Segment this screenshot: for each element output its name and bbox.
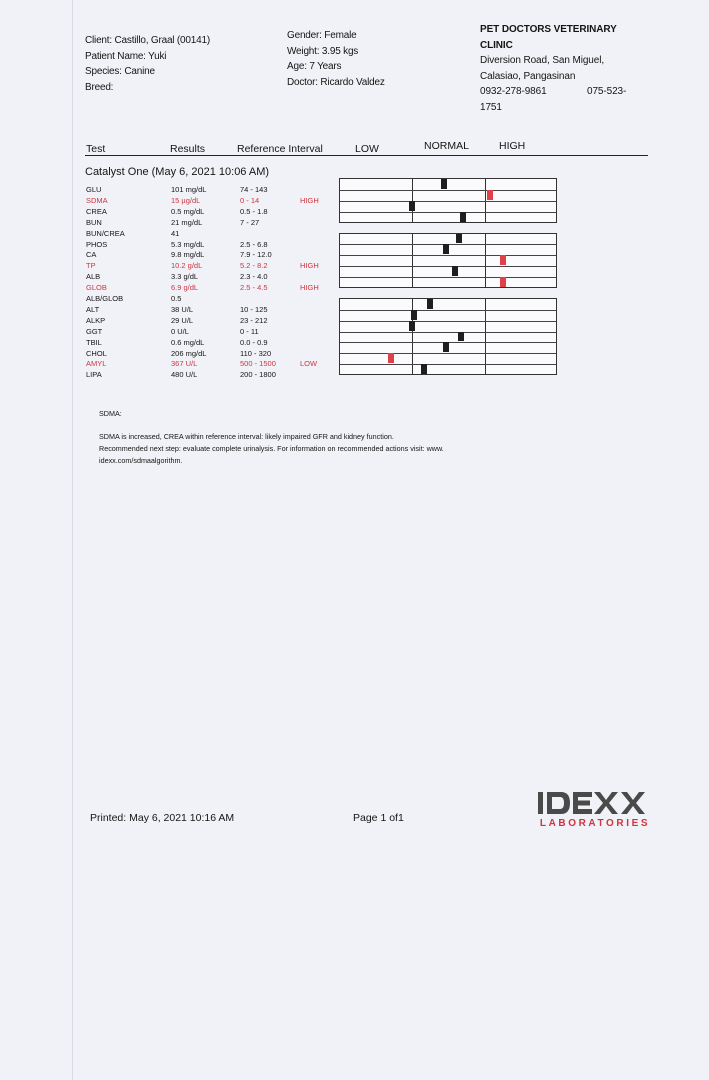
result-flag: HIGH [300,283,319,293]
test-name: CA [86,250,97,260]
result-marker [409,201,415,211]
result-marker [388,353,394,363]
grid-divider [412,234,413,288]
clinic-name-line1: PET DOCTORS VETERINARY [480,24,617,35]
page-number: Page 1 of1 [353,812,404,824]
grid-row-line [340,266,556,267]
test-result: 10.2 g/dL [171,261,203,271]
reference-range: 2.5 - 4.5 [240,283,268,293]
grid-row-line [340,321,556,322]
clinic-info [480,22,650,115]
test-name: AMYL [86,359,107,369]
test-name: TP [86,261,96,271]
col-low: LOW [355,143,379,155]
note-line2: Recommended next step: evaluate complete urinalysis. For information on recommended actions visit: www. [99,444,444,453]
test-name: BUN/CREA [86,228,125,238]
reference-range: 7 - 27 [240,217,260,227]
test-name: ALKP [86,315,106,325]
test-name: BUN [86,217,102,227]
note-line3: idexx.com/sdmaalgorithm. [99,456,183,465]
idexx-logo [536,790,654,816]
test-name: SDMA [86,195,108,205]
test-result: 0.5 mg/dL [171,206,205,216]
test-result: 0.5 [171,294,182,303]
test-result: 0 U/L [171,326,189,336]
breed: Breed: [85,81,114,93]
test-result: 480 U/L [171,370,198,380]
test-result: 29 U/L [171,315,194,325]
reference-range: 0.5 - 1.8 [240,206,268,216]
grid-row-line [340,255,556,256]
test-name: CHOL [86,348,107,358]
test-result: 6.9 g/dL [171,283,199,293]
reference-range: 74 - 143 [240,185,268,194]
reference-grid [339,233,557,289]
patient-details [287,28,385,90]
col-test: Test [86,143,106,155]
result-marker [500,277,506,287]
clinic-address-line2: Calasiao, Pangasinan [480,70,576,82]
test-result: 206 mg/dL [171,348,207,358]
idexx-laboratories-label: LABORATORIES [539,818,651,829]
result-marker [421,364,427,374]
reference-range: 0 - 11 [240,326,259,336]
test-result: 15 µg/dL [171,195,201,205]
test-name: GGT [86,326,103,336]
printed-date: Printed: May 6, 2021 10:16 AM [90,812,235,824]
result-marker [456,234,462,244]
test-result: 41 [171,228,180,238]
test-name: ALT [86,304,100,314]
test-result: 9.8 mg/dL [171,250,205,260]
result-marker [411,310,417,320]
col-results: Results [170,143,206,155]
weight: Weight: 3.95 kgs [287,45,359,57]
test-name: GLOB [86,283,107,293]
test-result: 3.3 g/dL [171,272,199,282]
test-name: GLU [86,185,102,194]
idexx-wordmark-icon [536,790,654,816]
test-name: CREA [86,206,107,216]
result-marker [443,244,449,254]
test-result: 367 U/L [171,359,198,369]
result-marker [443,342,449,352]
clinic-phone2-cont: 1751 [480,101,502,113]
result-marker [441,179,447,189]
result-marker [452,266,458,276]
grid-row-line [340,201,556,202]
test-name: ALB [86,272,101,282]
test-result: 0.6 mg/dL [171,337,205,347]
reference-range: 0.0 - 0.9 [240,337,268,347]
result-marker [427,299,433,309]
result-marker [409,321,415,331]
test-result: 21 mg/dL [171,217,203,227]
clinic-phone1: 0932-278-9861 [480,86,547,97]
col-reference: Reference Interval [237,143,323,155]
test-result: 101 mg/dL [171,185,207,194]
test-name: PHOS [86,239,108,249]
grid-row-line [340,332,556,333]
grid-divider [485,234,486,288]
reference-range: 2.5 - 6.8 [240,239,268,249]
test-name: TBIL [86,337,102,347]
reference-range: 2.3 - 4.0 [240,272,268,282]
result-marker [487,190,493,200]
reference-range: 110 - 320 [240,348,272,358]
reference-range: 500 - 1500 [240,359,276,369]
clinic-name-line2: CLINIC [480,39,513,51]
clinic-phone2: 075-523- [587,86,627,97]
test-name: LIPA [86,370,102,380]
patient-name: Patient Name: Yuki [85,50,167,62]
doctor: Doctor: Ricardo Valdez [287,76,385,88]
grid-row-line [340,364,556,365]
col-normal: NORMAL [424,140,469,152]
client-name: Client: Castillo, Graal (00141) [85,35,210,46]
test-result: 5.3 mg/dL [171,239,205,249]
result-flag: LOW [300,359,318,369]
test-result: 38 U/L [171,304,194,314]
reference-grid [339,178,557,223]
grid-row-line [340,353,556,354]
result-marker [460,212,466,222]
result-flag: HIGH [300,195,319,205]
col-high: HIGH [499,140,526,152]
reference-range: 5.2 - 8.2 [240,261,268,271]
result-marker [458,332,464,342]
result-flag: HIGH [300,261,319,271]
gender: Gender: Female [287,30,357,41]
species: Species: Canine [85,66,155,77]
grid-row-line [340,310,556,311]
result-marker [500,255,506,265]
reference-range: 23 - 212 [240,315,268,325]
test-name: ALB/GLOB [86,294,124,303]
age: Age: 7 Years [287,61,342,72]
reference-range: 200 - 1800 [240,370,276,380]
note-heading: SDMA: [99,409,122,418]
reference-range: 0 - 14 [240,195,260,205]
patient-info [85,33,210,95]
note-line1: SDMA is increased, CREA within reference interval: likely impaired GFR and kidney function. [99,432,394,441]
section-title: Catalyst One (May 6, 2021 10:06 AM) [85,166,270,178]
header-rule [85,155,648,156]
reference-grid [339,298,557,375]
grid-row-line [340,190,556,191]
reference-range: 7.9 - 12.0 [240,250,272,260]
clinic-phones [480,84,650,100]
page-edge [72,0,73,1080]
clinic-address-line1: Diversion Road, San Miguel, [480,55,605,66]
grid-row-line [340,277,556,278]
reference-range: 10 - 125 [240,304,268,314]
grid-row-line [340,212,556,213]
